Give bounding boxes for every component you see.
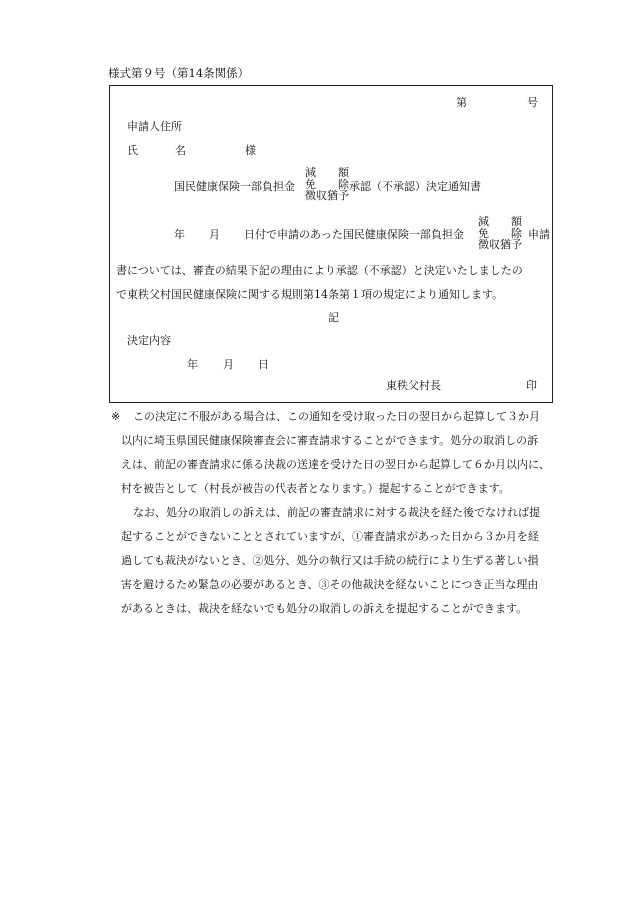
note-line: この決定に不服がある場合は、この通知を受け取った日の翌日から起算して３か月 (133, 410, 540, 423)
decision-content-label: 決定内容 (127, 334, 171, 347)
title-option-deferral: 徴収猶予 (305, 189, 349, 203)
note-line: 以内に埼玉県国民健康保険審査会に審査請求することができます。処分の取消しの訴 (121, 434, 539, 447)
date-month: 月 (223, 358, 234, 371)
body-line1-end: 申請 (528, 228, 550, 241)
note-line: 村を被告として（村長が被告の代表者となります。）提起することができます。 (121, 482, 510, 495)
date-day: 日 (258, 358, 269, 371)
body-option-reduction: 減 額 (478, 215, 522, 228)
note-line: えは、前記の審査請求に係る決裁の送達を受けた日の翌日から起算して６か月以内に、 (121, 458, 550, 471)
note-line: 起することができないこととされていますが、①審査請求があった日から３か月を経 (121, 530, 539, 543)
note-line: なお、処分の取消しの訴えは、前記の審査請求に対する裁決を経た後でなければ提 (133, 506, 540, 519)
applicant-name-label-1: 氏 (127, 144, 138, 157)
body-option-exemption: 免 除 (478, 226, 522, 240)
notice-form (109, 85, 553, 403)
number-prefix: 第 (456, 96, 467, 109)
seal-mark: 印 (526, 379, 537, 392)
applicant-honorific: 様 (245, 144, 256, 157)
body-line1-options (478, 216, 522, 251)
ki-heading: 記 (328, 311, 339, 324)
body-line1-text: 日付で申請のあった国民健康保険一部負担金 (244, 228, 464, 241)
applicant-name-label-2: 名 (175, 144, 186, 157)
note-line: があるときは、裁決を経ないでも処分の取消しの訴えを提起することができます。 (121, 602, 528, 615)
note-mark: ※ (111, 410, 121, 423)
title-option-exemption: 免 除 (305, 177, 349, 191)
body-option-deferral: 徴収猶予 (478, 238, 522, 252)
note-line: 過しても裁決がないとき、②処分、処分の執行又は手続の続行により生ずる著しい損 (121, 554, 539, 567)
date-year: 年 (187, 358, 198, 371)
applicant-address-label: 申請人住所 (127, 120, 182, 133)
body-month: 月 (209, 228, 220, 241)
number-suffix: 号 (527, 96, 538, 109)
notice-title-prefix: 国民健康保険一部負担金 (174, 180, 295, 193)
notice-title-options (305, 167, 349, 202)
notice-title-suffix: 承認（不承認）決定通知書 (349, 180, 481, 193)
issuer-name: 東秩父村長 (386, 379, 441, 392)
body-line2: 書については、審査の結果下記の理由により承認（不承認）と決定いたしましたの (116, 264, 523, 277)
body-line3: で東秩父村国民健康保険に関する規則第14条第１項の規定により通知します。 (116, 288, 504, 301)
body-year: 年 (174, 228, 185, 241)
title-option-reduction: 減 額 (305, 166, 349, 179)
form-label: 様式第９号（第14条関係） (108, 66, 250, 80)
note-line: 害を避けるため緊急の必要があるとき、③その他裁決を経ないことにつき正当な理由 (121, 578, 539, 591)
